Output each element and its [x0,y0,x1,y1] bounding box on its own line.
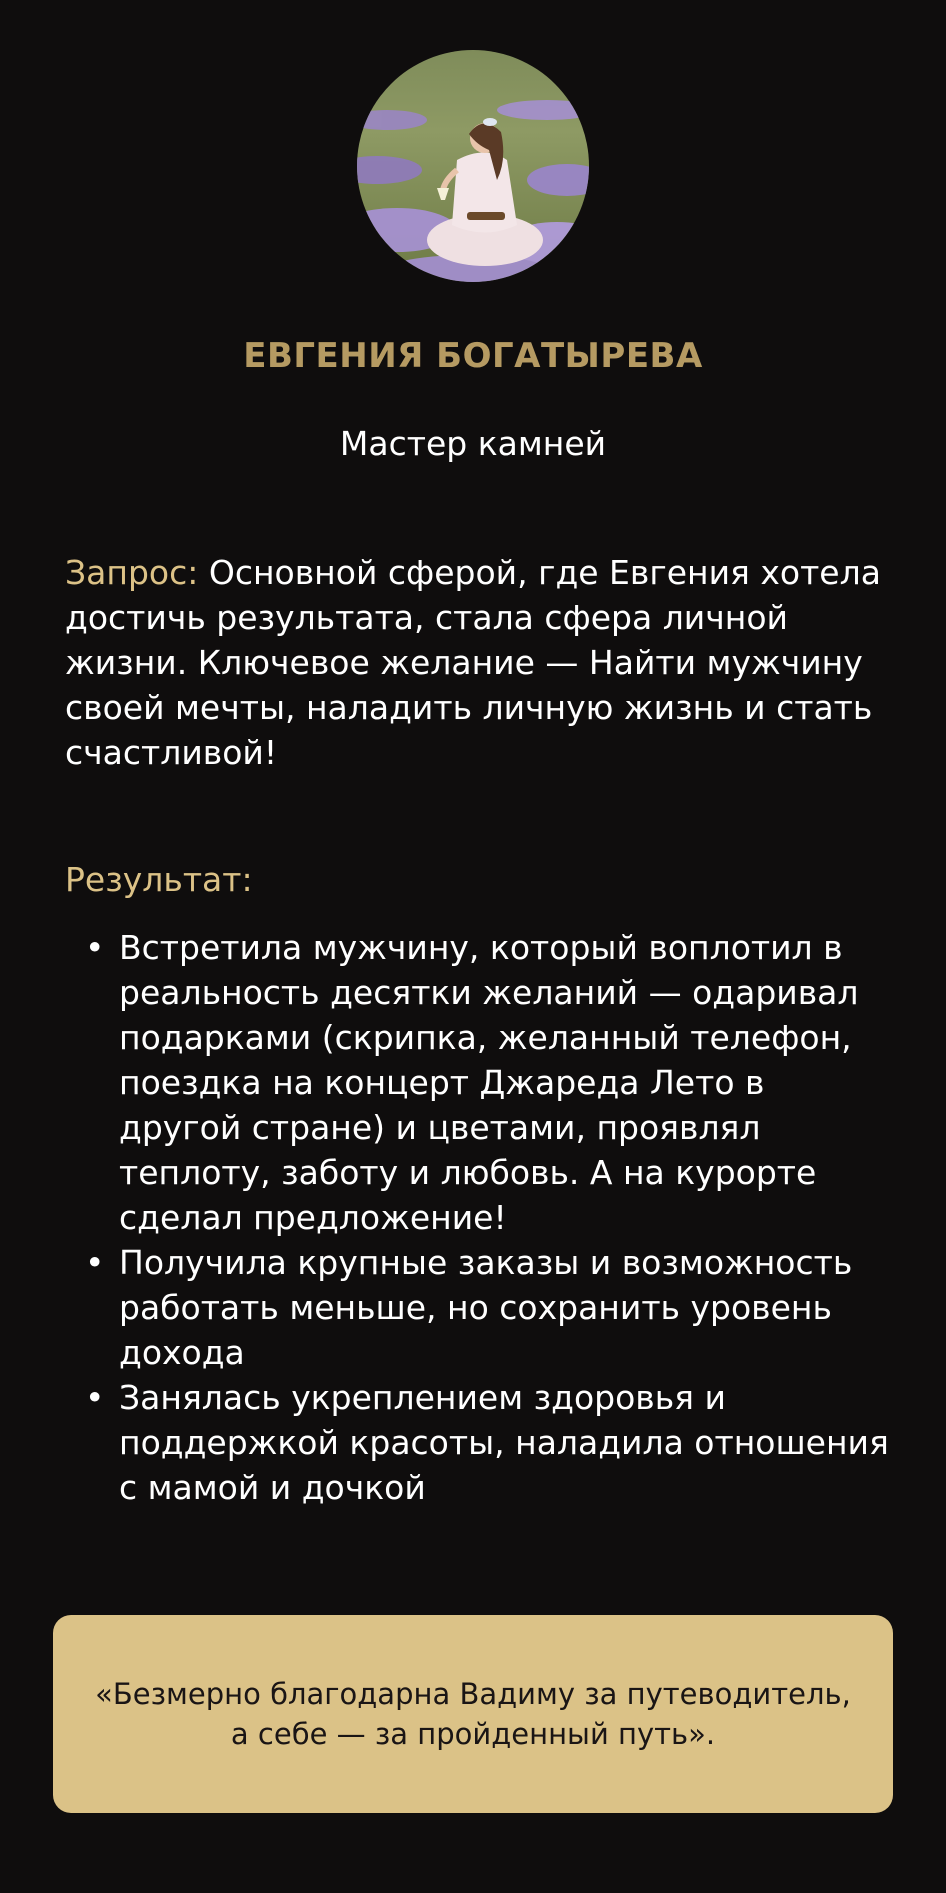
list-item [65,925,895,1240]
list-item-text: Получила крупные заказы и возможность работать меньше, но сохранить уровень дохода [119,1243,853,1372]
list-item [65,1240,895,1375]
list-item [65,1375,895,1510]
request-text: Основной сферой, где Евгения хотела достичь результата, стала сфера личной жизни. Ключевое желание — Найти мужчину своей мечты, наладить личную жизнь и стать счастливой! [65,553,881,772]
avatar [357,50,589,282]
list-item-text: Занялась укреплением здоровья и поддержкой красоты, наладила отношения с мамой и дочкой [119,1378,889,1507]
bullet-icon: • [85,1378,105,1417]
result-list [65,925,895,1510]
bullet-icon: • [85,1243,105,1282]
quote-text: «Безмерно благодарна Вадиму за путеводитель, а себе — за пройденный путь». [95,1677,851,1751]
profile-name: ЕВГЕНИЯ БОГАТЫРЕВА [243,336,703,376]
list-item-text: Встретила мужчину, который воплотил в реальность десятки желаний — одаривал подарками (скрипка, желанный телефон, поездка на концерт Джареда Лето в другой стране) и цветами, проявлял теплоту, заботу и любовь. А на курорте сделал предложение! [119,928,859,1237]
avatar-photo [357,50,589,282]
result-heading: Результат: [65,860,253,899]
bullet-icon: • [85,928,105,967]
request-label: Запрос: [65,553,199,592]
quote-box [53,1615,893,1813]
profile-role: Мастер камней [339,424,607,463]
request-paragraph [65,550,895,775]
